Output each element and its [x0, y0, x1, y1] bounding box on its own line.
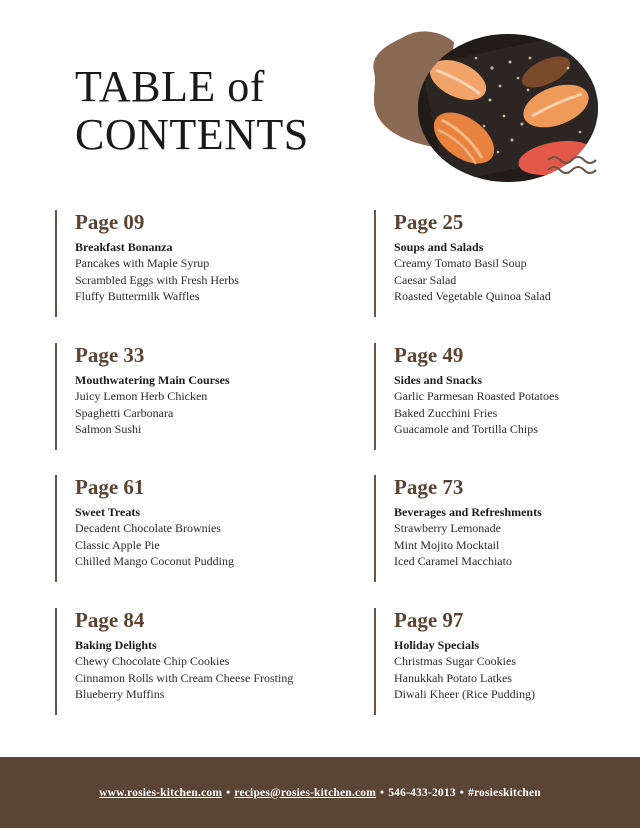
list-item: Diwali Kheer (Rice Pudding): [394, 687, 535, 701]
toc-section-8: [374, 608, 624, 715]
hashtag: #rosieskitchen: [468, 786, 541, 799]
list-item: Decadent Chocolate Brownies: [75, 521, 221, 535]
footer-separator: •: [459, 786, 465, 799]
list-item: Spaghetti Carbonara: [75, 405, 174, 420]
section-title: Soups and Salads: [394, 240, 484, 254]
toc-section-5: [55, 475, 305, 582]
page-number: Page 73: [394, 475, 464, 499]
list-item: Juicy Lemon Herb Chicken: [75, 389, 208, 403]
email-link[interactable]: recipes@rosies-kitchen.com: [234, 786, 376, 799]
list-item: Strawberry Lemonade: [394, 521, 501, 535]
list-item: Fluffy Buttermilk Waffles: [75, 289, 200, 303]
phone-number: 546-433-2013: [388, 786, 456, 799]
section-title: Baking Delights: [75, 638, 157, 652]
page-number: Page 25: [394, 210, 464, 234]
list-item: Salmon Sushi: [75, 422, 142, 436]
list-item: Garlic Parmesan Roasted Potatoes: [394, 389, 559, 403]
toc-section-6: [374, 475, 624, 582]
page-number: Page 97: [394, 608, 464, 632]
title-line-2: CONTENTS: [75, 110, 309, 159]
list-item: Cinnamon Rolls with Cream Cheese Frosting: [75, 670, 294, 685]
list-item: Christmas Sugar Cookies: [394, 654, 516, 668]
list-item: Roasted Vegetable Quinoa Salad: [394, 289, 551, 303]
section-title: Beverages and Refreshments: [394, 505, 542, 519]
list-item: Iced Caramel Macchiato: [394, 554, 512, 568]
section-title: Sweet Treats: [75, 505, 140, 519]
page-number: Page 61: [75, 475, 145, 499]
toc-section-7: [55, 608, 305, 715]
section-title: Breakfast Bonanza: [75, 240, 173, 254]
title-line-1: TABLE of: [75, 62, 265, 111]
list-item: Guacamole and Tortilla Chips: [394, 422, 538, 436]
list-item: Creamy Tomato Basil Soup: [394, 256, 527, 270]
list-item: Hanukkah Potato Latkes: [394, 670, 512, 685]
list-item: Blueberry Muffins: [75, 687, 165, 701]
page-number: Page 09: [75, 210, 145, 234]
section-title: Holiday Specials: [394, 638, 480, 652]
footer-bar: [0, 757, 640, 828]
list-item: Chilled Mango Coconut Pudding: [75, 554, 234, 568]
toc-section-4: [374, 343, 624, 450]
website-link[interactable]: www.rosies-kitchen.com: [99, 786, 223, 799]
list-item: Pancakes with Maple Syrup: [75, 256, 210, 270]
page-number: Page 49: [394, 343, 464, 367]
list-item: Classic Apple Pie: [75, 537, 160, 552]
toc-section-1: [55, 210, 305, 317]
section-title: Mouthwatering Main Courses: [75, 373, 230, 387]
list-item: Mint Mojito Mocktail: [394, 537, 500, 552]
page-number: Page 33: [75, 343, 145, 367]
list-item: Scrambled Eggs with Fresh Herbs: [75, 272, 239, 287]
section-title: Sides and Snacks: [394, 373, 483, 387]
list-item: Chewy Chocolate Chip Cookies: [75, 654, 230, 668]
toc-section-3: [55, 343, 305, 450]
list-item: Caesar Salad: [394, 272, 457, 287]
sushi-photo: [372, 28, 604, 188]
page-title: [75, 63, 309, 159]
footer-separator: •: [226, 786, 231, 799]
footer-separator: •: [379, 786, 385, 799]
list-item: Baked Zucchini Fries: [394, 405, 498, 420]
page-number: Page 84: [75, 608, 145, 632]
toc-section-2: [374, 210, 624, 317]
